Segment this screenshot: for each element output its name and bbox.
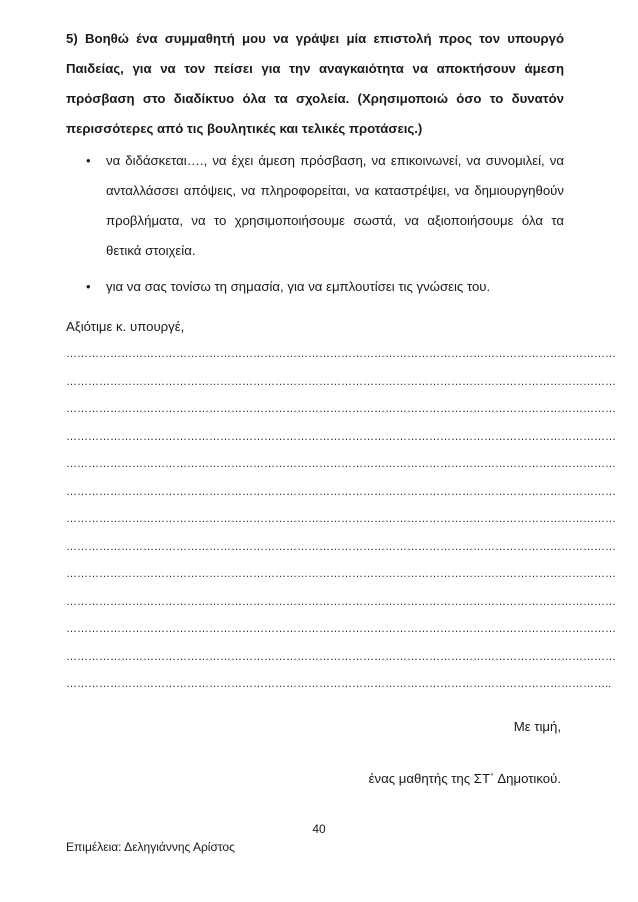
task-text: Βοηθώ ένα συμμαθητή μου να γράψει μία επιστολή προς τον υπουργό Παιδείας, για να τον πείσει για την αναγκαιότητα να αποκτήσουν άμεση πρόσβαση στο διαδίκτυο όλα τα σχολεία. (Χρησιμοποιώ όσο το δυνατόν περισσότερες από τις βουλητικές και τελικές προτάσεις.)	[66, 31, 564, 136]
writing-line: ……………………………………………………………………………………………………………………………………	[66, 403, 616, 415]
writing-line: ……………………………………………………………………………………………………………………………………	[66, 348, 616, 360]
hint-item	[66, 146, 564, 266]
writing-line: ……………………………………………………………………………………………………………………………………	[66, 595, 616, 608]
writing-line: ……………………………………………………………………………………………………………………………………	[66, 513, 616, 525]
page-number: 40	[312, 822, 326, 836]
hint-list	[66, 146, 564, 302]
task-number: 5)	[66, 31, 78, 46]
writing-line: ……………………………………………………………………………………………………………………………………	[66, 623, 616, 635]
closing-signature: ένας μαθητής της ΣΤ΄ Δημοτικού.	[368, 771, 561, 786]
writing-line: ……………………………………………………………………………………………………………………………………	[66, 430, 616, 443]
writing-line: ……………………………………………………………………………………………………………………………………	[66, 458, 616, 470]
task-instruction	[66, 24, 564, 144]
writing-line: ……………………………………………………………………………………………………………………………………	[66, 650, 616, 663]
hint-text: να διδάσκεται…., να έχει άμεση πρόσβαση, να επικοινωνεί, να συνομιλεί, να ανταλλάσσει απόψεις, να πληροφορείται, να καταστρέψει, να δημιουργηθούν προβλήματα, να το χρησιμοποιήσουμε σωστά, να αξιοποιήσουμε όλα τα θετικά στοιχεία.	[106, 153, 564, 258]
footer-credit: Επιμέλεια: Δεληγιάννης Αρίστος	[66, 840, 235, 854]
closing-regards: Με τιμή,	[513, 719, 561, 734]
writing-line: ……………………………………………………………………………………………………………………………………	[66, 568, 616, 580]
hint-item	[66, 272, 564, 302]
writing-lines	[66, 348, 616, 706]
letter-closing	[369, 712, 561, 794]
writing-line: ……………………………………………………………………………………………………………………………………	[66, 540, 616, 553]
writing-line: …………………………………………………………………………………………………………………………………..	[66, 678, 612, 690]
writing-line: ……………………………………………………………………………………………………………………………………	[66, 375, 616, 388]
bullet-icon: •	[86, 153, 91, 168]
bullet-icon: •	[86, 279, 91, 294]
hint-text: για να σας τονίσω τη σημασία, για να εμπλουτίσει τις γνώσεις του.	[106, 279, 491, 294]
letter-greeting: Αξιότιμε κ. υπουργέ,	[66, 319, 185, 334]
writing-line: ……………………………………………………………………………………………………………………………………	[66, 485, 616, 498]
